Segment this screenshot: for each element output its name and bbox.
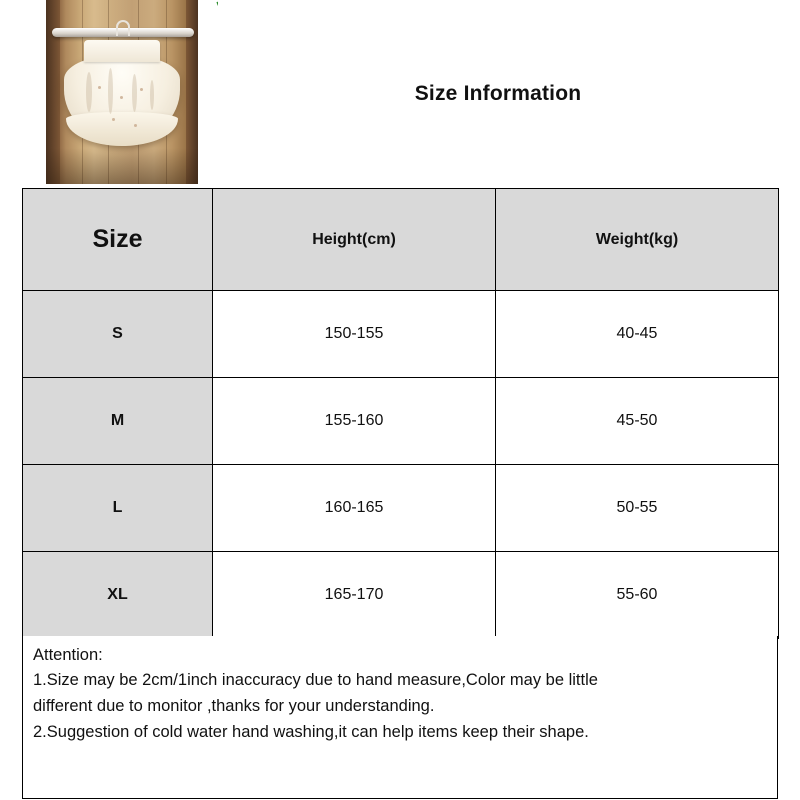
- attention-line-2: different due to monitor ,thanks for your understanding.: [33, 696, 435, 715]
- attention-heading: Attention:: [33, 646, 103, 664]
- page-title: Size Information: [414, 82, 582, 105]
- product-photo-cell: [22, 0, 218, 188]
- attention-line-1: 1.Size may be 2cm/1inch inaccuracy due to hand measure,Color may be little: [33, 670, 598, 689]
- fabric-dot: [98, 86, 101, 89]
- fabric-fold: [86, 72, 92, 112]
- cell-weight: 55-60: [496, 552, 779, 639]
- attention-note: [22, 636, 778, 799]
- product-photo: [46, 0, 198, 184]
- fabric-dot: [120, 96, 123, 99]
- table-row: [23, 291, 779, 378]
- cell-size: S: [23, 291, 213, 378]
- fabric-dot: [112, 118, 115, 121]
- hanger-hook: [116, 20, 130, 36]
- cell-weight: 40-45: [496, 291, 779, 378]
- table-row: [23, 465, 779, 552]
- cell-height: 155-160: [213, 378, 496, 465]
- cell-height: 160-165: [213, 465, 496, 552]
- title-cell: [218, 0, 778, 188]
- cell-height: 165-170: [213, 552, 496, 639]
- cell-size: M: [23, 378, 213, 465]
- column-header-height: Height(cm): [213, 189, 496, 291]
- skirt-waistband: [84, 40, 160, 62]
- fabric-fold: [108, 68, 113, 114]
- wardrobe-shadow: [46, 148, 198, 184]
- fabric-fold: [132, 74, 137, 112]
- table-header-row: [23, 189, 779, 291]
- table-row: [23, 378, 779, 465]
- fabric-dot: [134, 124, 137, 127]
- fabric-dot: [140, 88, 143, 91]
- cell-size: L: [23, 465, 213, 552]
- cell-weight: 50-55: [496, 465, 779, 552]
- fabric-fold: [150, 80, 154, 110]
- cell-weight: 45-50: [496, 378, 779, 465]
- size-table: [22, 188, 779, 639]
- column-header-weight: Weight(kg): [496, 189, 779, 291]
- cell-height: 150-155: [213, 291, 496, 378]
- table-row: [23, 552, 779, 639]
- column-header-size: Size: [23, 189, 213, 291]
- header-row: [22, 0, 778, 188]
- attention-line-3: 2.Suggestion of cold water hand washing,it can help items keep their shape.: [33, 722, 589, 741]
- cell-size: XL: [23, 552, 213, 639]
